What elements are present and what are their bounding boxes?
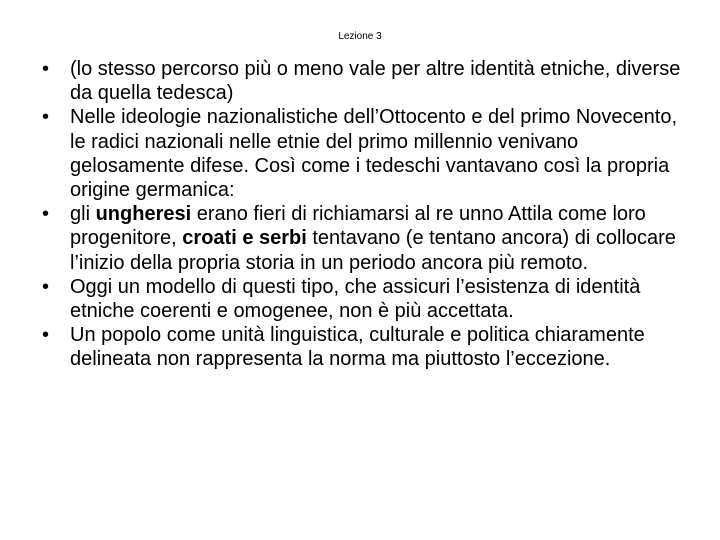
bullet-text-bold: croati e serbi	[182, 227, 307, 250]
bullet-item	[42, 202, 682, 275]
bullet-text: Nelle ideologie nazionalistiche dell’Ottocento e del primo Novecento, le radici nazionali nelle etnie del primo millennio venivano gelosamente difese. Così come i tedeschi vantavano così la propria origine germanica:	[70, 106, 678, 202]
bullet-marker: •	[42, 203, 50, 226]
bullet-text-part: gli	[70, 203, 96, 226]
bullet-marker: •	[42, 275, 50, 298]
bullet-item	[42, 57, 682, 105]
bullet-text-part: erano fieri di richiamarsi al re unno Attila come loro progenitore,	[70, 203, 646, 250]
bullet-text: (lo stesso percorso più o meno vale per altre identità etniche, diverse da quella tedesca)	[70, 58, 681, 105]
bullet-marker: •	[42, 324, 50, 347]
bullet-text-bold: ungheresi	[95, 203, 192, 226]
bullet-list	[42, 57, 682, 372]
bullet-text: Un popolo come unità linguistica, culturale e politica chiaramente delineata non rappresenta la norma ma piuttosto l’eccezione.	[70, 324, 645, 371]
bullet-item	[42, 323, 682, 371]
bullet-marker: •	[42, 58, 50, 80]
bullet-item	[42, 275, 682, 323]
bullet-marker: •	[42, 106, 50, 129]
bullet-item	[42, 105, 682, 202]
bullet-text-part: tentavano (e tentano ancora) di collocare l’inizio della propria storia in un periodo ancora più remoto.	[70, 227, 676, 274]
bullet-text: Oggi un modello di questi tipo, che assicuri l’esistenza di identità etniche coerenti e omogenee, non è più accettata.	[70, 275, 641, 323]
slide-header: Lezione 3	[338, 31, 382, 42]
